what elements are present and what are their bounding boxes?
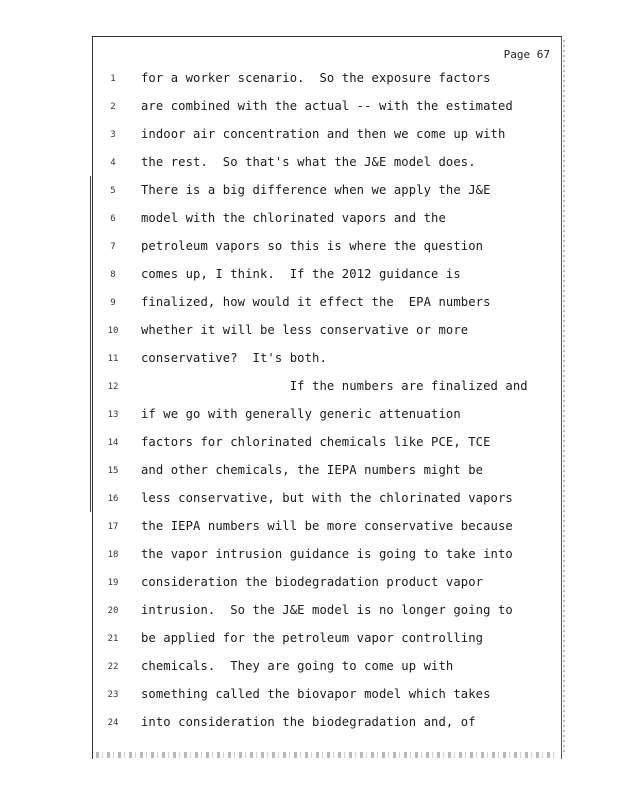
line-text: petroleum vapors so this is where the question	[141, 239, 484, 253]
page-number: Page 67	[503, 48, 550, 61]
line-text: finalized, how would it effect the EPA numbers	[141, 295, 491, 309]
line-number: 3	[110, 130, 116, 140]
line-number: 23	[107, 690, 119, 700]
line-text: factors for chlorinated chemicals like PCE, TCE	[141, 435, 491, 449]
line-number: 15	[107, 466, 119, 476]
transcript-line	[0, 94, 618, 122]
line-text: the rest. So that's what the J&E model does.	[141, 155, 476, 169]
line-text: and other chemicals, the IEPA numbers might be	[141, 463, 484, 477]
line-number: 17	[107, 522, 119, 532]
line-text: chemicals. They are going to come up with	[141, 659, 454, 673]
transcript-line	[0, 430, 618, 458]
line-text: whether it will be less conservative or more	[141, 323, 469, 337]
transcript-line	[0, 570, 618, 598]
line-text: consideration the biodegradation product vapor	[141, 575, 484, 589]
line-number: 18	[107, 550, 119, 560]
line-text: conservative? It's both.	[141, 351, 327, 365]
line-number: 19	[107, 578, 119, 588]
transcript-line	[0, 346, 618, 374]
line-text: the vapor intrusion guidance is going to take into	[141, 547, 513, 561]
line-text: model with the chlorinated vapors and the	[141, 211, 446, 225]
transcript-line	[0, 682, 618, 710]
line-number: 8	[110, 270, 116, 280]
line-number: 5	[110, 186, 116, 196]
line-number: 13	[107, 410, 119, 420]
line-number: 16	[107, 494, 119, 504]
line-number: 14	[107, 438, 119, 448]
transcript-line	[0, 234, 618, 262]
line-text: for a worker scenario. So the exposure factors	[141, 71, 491, 85]
transcript-line	[0, 262, 618, 290]
line-text: indoor air concentration and then we come up with	[141, 127, 506, 141]
line-number: 21	[107, 634, 119, 644]
line-text: the IEPA numbers will be more conservative because	[141, 519, 513, 533]
transcript-line	[0, 318, 618, 346]
transcript-line	[0, 514, 618, 542]
line-number: 20	[107, 606, 119, 616]
transcript-line	[0, 150, 618, 178]
line-number: 6	[110, 214, 116, 224]
line-number: 7	[110, 242, 116, 252]
line-text: are combined with the actual -- with the estimated	[141, 99, 513, 113]
line-text: into consideration the biodegradation and, of	[141, 715, 476, 729]
transcript-line	[0, 542, 618, 570]
line-text: something called the biovapor model which takes	[141, 687, 491, 701]
line-text: comes up, I think. If the 2012 guidance is	[141, 267, 461, 281]
line-number: 11	[107, 354, 119, 364]
line-number: 2	[110, 102, 116, 112]
line-number: 1	[110, 74, 116, 84]
transcript-line	[0, 122, 618, 150]
line-text: less conservative, but with the chlorinated vapors	[141, 491, 513, 505]
transcript-line	[0, 66, 618, 94]
line-number: 9	[110, 298, 116, 308]
transcript-line	[0, 206, 618, 234]
line-number: 24	[107, 718, 119, 728]
footer-scan-noise	[96, 752, 558, 758]
line-text: If the numbers are finalized and	[141, 379, 528, 393]
transcript-line	[0, 374, 618, 402]
line-number: 22	[107, 662, 119, 672]
transcript-line	[0, 598, 618, 626]
transcript-line	[0, 710, 618, 738]
line-number: 4	[110, 158, 116, 168]
border-corner-tick	[92, 36, 93, 46]
line-number: 10	[107, 326, 119, 336]
transcript-line	[0, 290, 618, 318]
transcript-line	[0, 458, 618, 486]
transcript-line	[0, 626, 618, 654]
line-text: be applied for the petroleum vapor controlling	[141, 631, 484, 645]
line-number: 12	[107, 382, 119, 392]
line-text: if we go with generally generic attenuation	[141, 407, 461, 421]
transcript-line	[0, 402, 618, 430]
line-text: There is a big difference when we apply the J&E	[141, 183, 491, 197]
transcript-line	[0, 178, 618, 206]
transcript-line	[0, 654, 618, 682]
line-text: intrusion. So the J&E model is no longer going to	[141, 603, 513, 617]
transcript-line	[0, 486, 618, 514]
